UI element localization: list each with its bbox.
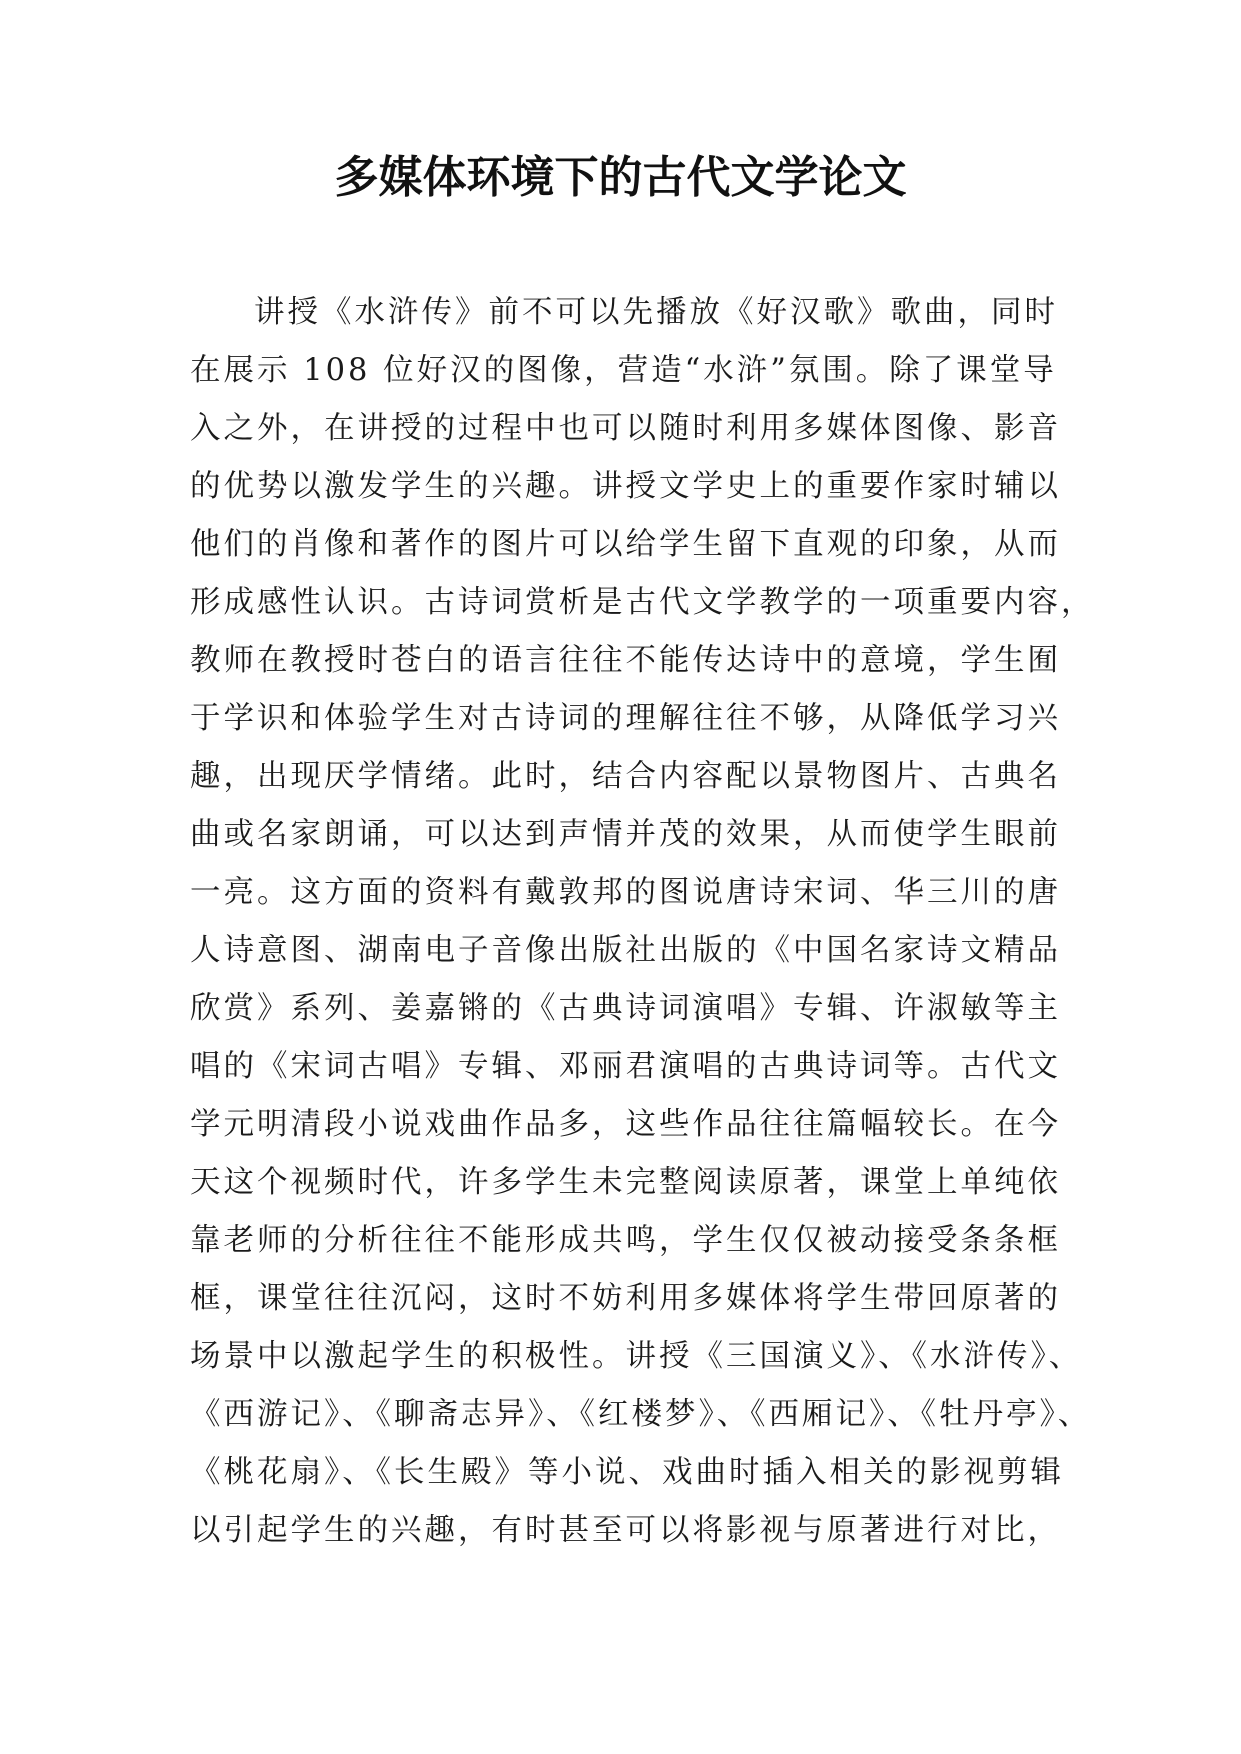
body-line: 教师在教授时苍白的语言往往不能传达诗中的意境，学生囿: [190, 643, 1061, 678]
document-body: [190, 284, 1095, 1560]
body-line: 讲授《水浒传》前不可以先播放《好汉歌》歌曲，同时: [254, 295, 1058, 330]
body-line: 曲或名家朗诵，可以达到声情并茂的效果，从而使学生眼前: [190, 817, 1061, 852]
body-line: 框，课堂往往沉闷，这时不妨利用多媒体将学生带回原著的: [190, 1281, 1061, 1316]
body-line: 人诗意图、湖南电子音像出版社出版的《中国名家诗文精品: [190, 933, 1061, 968]
body-line: 在展示 108 位好汉的图像，营造“水浒”氛围。除了课堂导: [190, 353, 1057, 388]
body-line: 一亮。这方面的资料有戴敦邦的图说唐诗宋词、华三川的唐: [190, 875, 1061, 910]
document-title: 多媒体环境下的古代文学论文: [334, 152, 907, 203]
body-line: 唱的《宋词古唱》专辑、邓丽君演唱的古典诗词等。古代文: [190, 1049, 1061, 1084]
body-line: 天这个视频时代，许多学生未完整阅读原著，课堂上单纯依: [190, 1165, 1061, 1200]
body-line: 形成感性认识。古诗词赏析是古代文学教学的一项重要内容，: [190, 585, 1095, 620]
body-line: 趣，出现厌学情绪。此时，结合内容配以景物图片、古典名: [190, 759, 1061, 794]
body-line: 《桃花扇》、《长生殿》等小说、戏曲时插入相关的影视剪辑: [190, 1455, 1064, 1490]
body-line: 的优势以激发学生的兴趣。讲授文学史上的重要作家时辅以: [190, 469, 1061, 504]
body-line: 学元明清段小说戏曲作品多，这些作品往往篇幅较长。在今: [190, 1107, 1061, 1142]
body-line: 《西游记》、《聊斋志异》、《红楼梦》、《西厢记》、《牡丹亭》、: [190, 1397, 1092, 1432]
body-line: 入之外，在讲授的过程中也可以随时利用多媒体图像、影音: [190, 411, 1061, 446]
body-line: 欣赏》系列、姜嘉锵的《古典诗词演唱》专辑、许淑敏等主: [190, 991, 1061, 1026]
body-line: 于学识和体验学生对古诗词的理解往往不够，从降低学习兴: [190, 701, 1061, 736]
body-line: 场景中以激起学生的积极性。讲授《三国演义》、《水浒传》、: [190, 1339, 1083, 1374]
body-line: 靠老师的分析往往不能形成共鸣，学生仅仅被动接受条条框: [190, 1223, 1061, 1258]
body-line: 他们的肖像和著作的图片可以给学生留下直观的印象，从而: [190, 527, 1061, 562]
body-line: 以引起学生的兴趣，有时甚至可以将影视与原著进行对比，: [190, 1513, 1061, 1548]
